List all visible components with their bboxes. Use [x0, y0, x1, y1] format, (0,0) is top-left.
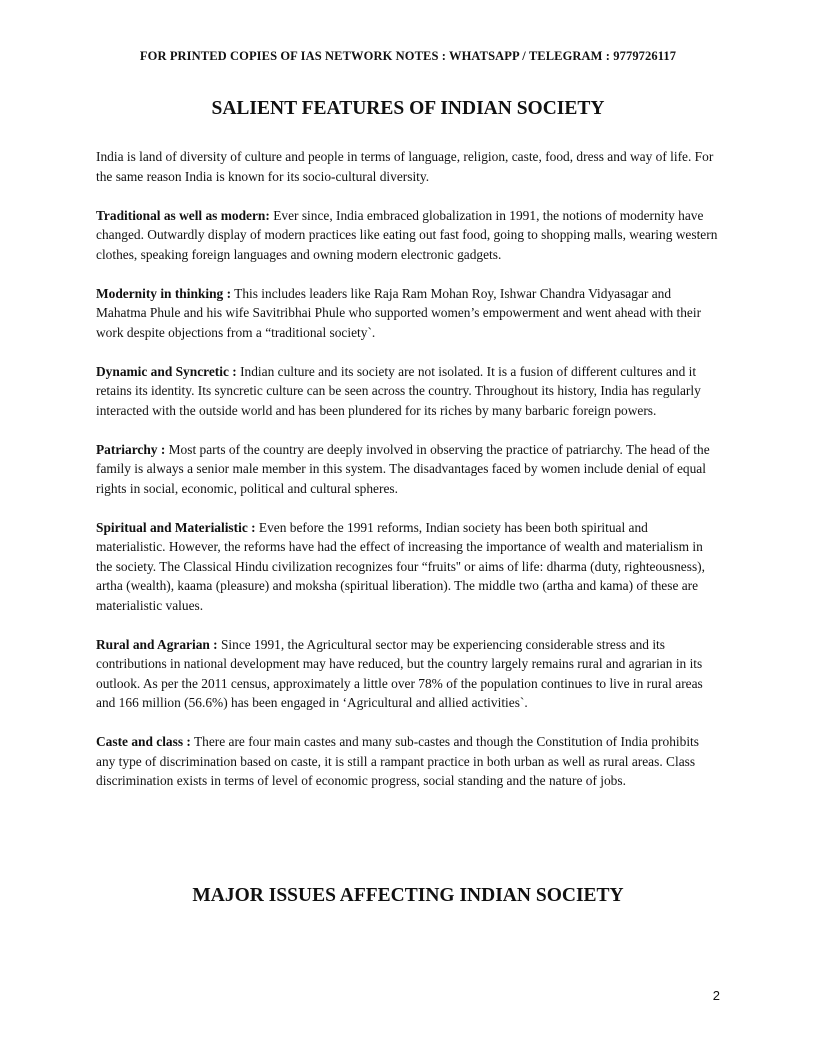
header-banner: FOR PRINTED COPIES OF IAS NETWORK NOTES : WHATSAPP / TELEGRAM : 9779726117 — [139, 49, 677, 63]
feature-text: Ever since, India embraced globalization in 1991, the notions of modernity have changed. Outwardly display of modern practices like eating out fast food, going to shopping malls, wearing western clothes, speaking foreign languages and owning modern electronic gadgets. — [96, 207, 718, 262]
feature-text: Since 1991, the Agricultural sector may be experiencing considerable stress and its contributions in national development may have reduced, but the country largely remains rural and agrarian in its outlook. As per the 2011 census, approximately a little over 78% of the population continues to live in rural areas and 166 million (56.6%) has been engaged in ‘Agricultural and allied activities`. — [96, 636, 703, 710]
feature-heading: Modernity in thinking : — [96, 285, 232, 301]
feature-heading: Spiritual and Materialistic : — [96, 519, 256, 535]
feature-paragraph-dynamic-syncretic — [96, 362, 720, 421]
feature-heading: Dynamic and Syncretic : — [96, 363, 237, 379]
feature-heading: Caste and class : — [96, 734, 191, 749]
feature-text: Most parts of the country are deeply involved in observing the practice of patriarchy. The head of the family is always a senior male member in this system. The disadvantages faced by women include denial of equal rights in social, economic, political and cultural spheres. — [96, 441, 710, 496]
section-title-major-issues: MAJOR ISSUES AFFECTING INDIAN SOCIETY — [192, 885, 624, 906]
feature-paragraph-patriarchy — [96, 440, 720, 499]
feature-heading: Patriarchy : — [96, 441, 166, 457]
document-body — [96, 147, 720, 810]
intro-paragraph: India is land of diversity of culture and people in terms of language, religion, caste, food, dress and way of life. For the same reason India is known for its socio-cultural diversity. — [96, 149, 714, 184]
feature-text: There are four main castes and many sub-castes and though the Constitution of India prohibits any type of discrimination based on caste, it is still a rampant practice in both urban as well as rural areas. Class discrimination exists in terms of level of economic progress, social standing and the nature of jobs. — [96, 734, 699, 788]
feature-text: This includes leaders like Raja Ram Mohan Roy, Ishwar Chandra Vidyasagar and Mahatma Phule and his wife Savitribhai Phule who supported women’s empowerment and went ahead with their work despite objections from a “traditional society`. — [96, 285, 702, 340]
feature-paragraph-rural-agrarian — [96, 635, 720, 713]
section-title-salient-features: SALIENT FEATURES OF INDIAN SOCIETY — [211, 98, 605, 119]
feature-paragraph-traditional-modern — [96, 206, 720, 265]
page-number: 2 — [712, 988, 720, 1003]
feature-text: Even before the 1991 reforms, Indian society has been both spiritual and materialistic. However, the reforms have had the effect of increasing the importance of wealth and materialism in the society. The Classical Hindu civilization recognizes four “fruits'' or aims of life: dharma (duty, righteousness), artha (wealth), kaama (pleasure) and moksha (spiritual liberation). The middle two (artha and kama) of these are materialistic values. — [96, 519, 705, 613]
feature-heading: Rural and Agrarian : — [96, 636, 218, 652]
feature-paragraph-modernity-thinking — [96, 284, 720, 343]
feature-paragraph-caste-class — [96, 732, 720, 791]
feature-text: Indian culture and its society are not isolated. It is a fusion of different cultures and it retains its identity. Its syncretic culture can be seen across the country. Throughout its history, India has regularly interacted with the outside world and has been plundered for its riches by many barbaric foreign powers. — [96, 363, 701, 418]
feature-paragraph-spiritual-materialistic — [96, 518, 720, 616]
feature-heading: Traditional as well as modern: — [96, 207, 270, 223]
